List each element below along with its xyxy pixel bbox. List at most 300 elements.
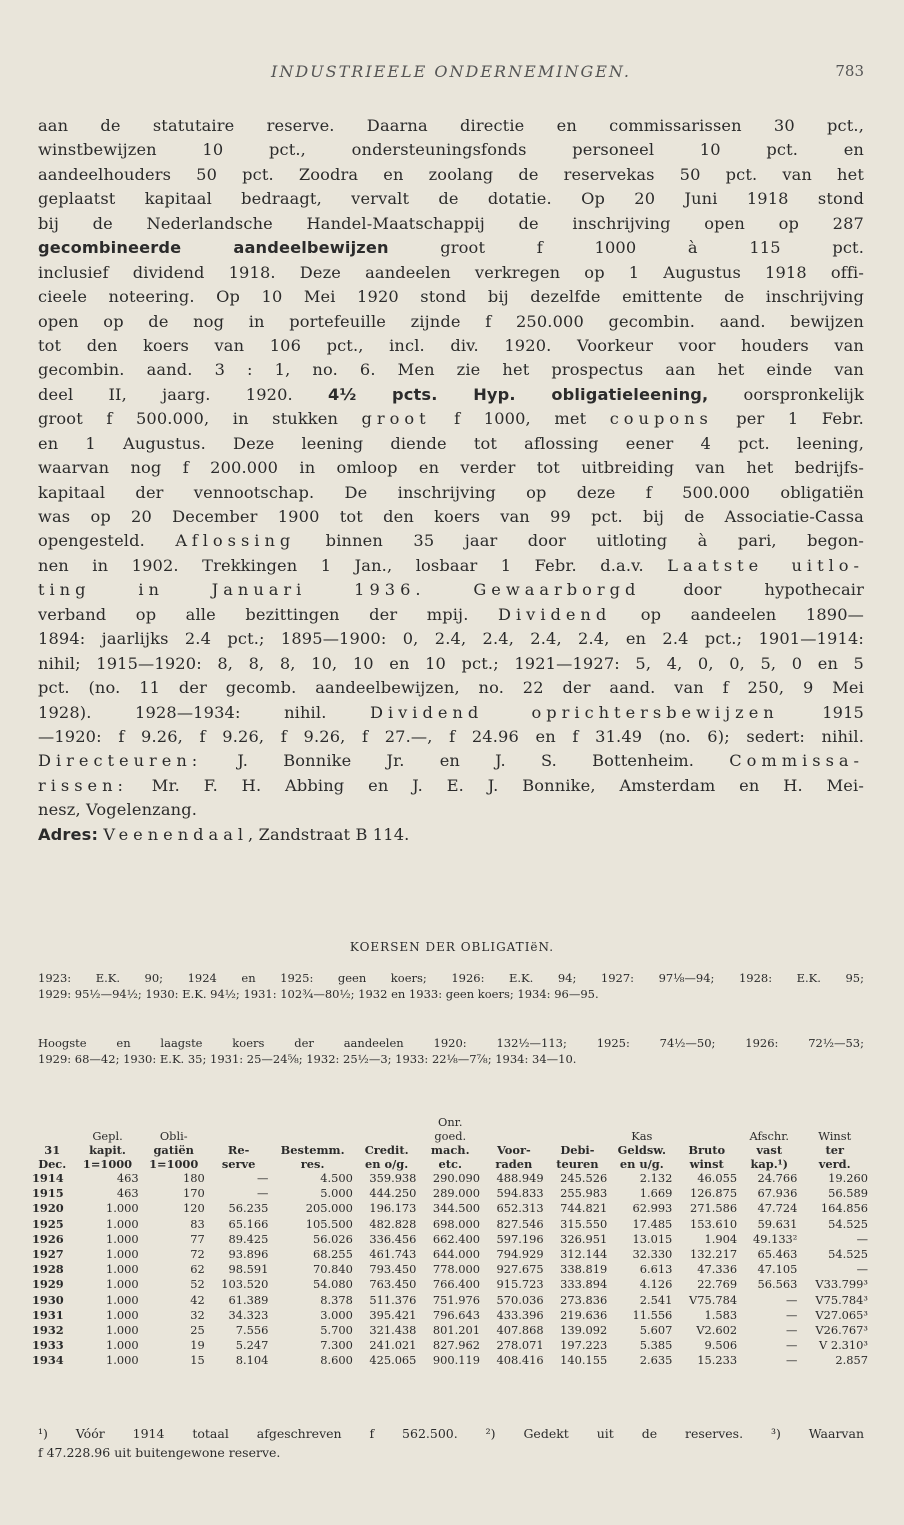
table-row [30, 1201, 870, 1216]
value-cell: 2.132 [639, 1171, 673, 1185]
value-cell: — [786, 1323, 798, 1338]
header-cell: 1=1000 [149, 1157, 199, 1171]
value-cell: 22.769 [697, 1277, 738, 1292]
header-cell: mach. [430, 1143, 470, 1157]
header-cell: 1=1000 [82, 1157, 133, 1171]
value-cell: 3.000 [320, 1307, 353, 1322]
text-line [38, 603, 864, 627]
value-cell: 271.586 [690, 1201, 738, 1216]
text-line [38, 236, 864, 260]
header-cell: Debi- [560, 1143, 595, 1157]
text-segment: winstbewijzen 10 pct., ondersteuningsfonds personeel 10 pct. en [38, 140, 864, 160]
value-cell: 49.133² [752, 1231, 798, 1246]
text-segment: gecombin. aand. 3 : 1, no. 6. Men zie het prospectus aan het einde van [38, 360, 864, 380]
header-cell: Onr. [437, 1115, 463, 1129]
value-cell: 915.723 [496, 1277, 544, 1292]
value-cell: 8.378 [320, 1292, 353, 1307]
text-segment: , Zandstraat B 114. [248, 824, 410, 844]
value-cell: 444.250 [369, 1186, 417, 1201]
value-cell: 778.000 [432, 1262, 481, 1277]
text-segment: op aandeelen 1890— [611, 604, 864, 624]
header-cell [355, 1115, 419, 1129]
value-cell: 488.949 [496, 1171, 544, 1185]
text-segment: f 1000, met [430, 409, 610, 429]
value-cell: 312.144 [560, 1247, 608, 1262]
value-cell: 219.636 [560, 1307, 608, 1322]
value-cell: 164.856 [820, 1201, 868, 1216]
header-cell: 31 [44, 1143, 61, 1157]
value-cell: 62.993 [632, 1201, 673, 1216]
running-title: INDUSTRIEELE ONDERNEMINGEN. [271, 62, 631, 81]
text-line [38, 701, 864, 725]
spaced-term: Laatste uitlo- [667, 555, 864, 575]
value-cell: 461.743 [369, 1247, 417, 1262]
header-cell: Winst [818, 1129, 852, 1143]
value-cell: 54.525 [828, 1216, 868, 1231]
value-cell: 289.000 [432, 1186, 481, 1201]
hoogste-line: Hoogste en laagste koers der aandeelen 1920: 132½—113; 1925: 74½—50; 1926: 72½—53; [38, 1036, 864, 1050]
value-cell: 83 [190, 1216, 205, 1231]
value-cell: 54.525 [828, 1247, 868, 1262]
table-header [30, 1115, 870, 1171]
header-cell: vast [756, 1143, 783, 1157]
header-cell [799, 1115, 870, 1129]
header-cell [207, 1115, 271, 1129]
text-line [38, 432, 864, 456]
text-segment: 1928). 1928—1934: nihil. [38, 702, 370, 722]
value-cell: 241.021 [369, 1338, 417, 1353]
value-cell: 801.201 [432, 1323, 481, 1338]
spaced-term: Veenendaal [103, 824, 249, 844]
year-cell: 1914 [32, 1171, 64, 1185]
value-cell: 1.000 [106, 1323, 139, 1338]
value-cell: 763.450 [369, 1277, 417, 1292]
value-cell: 46.055 [697, 1171, 738, 1185]
value-cell: 19.260 [828, 1171, 868, 1185]
value-cell: 17.485 [632, 1216, 673, 1231]
value-cell: V2.602 [696, 1323, 738, 1338]
text-segment: per 1 Febr. [712, 409, 864, 429]
value-cell: 65.463 [757, 1247, 798, 1262]
value-cell: 196.173 [369, 1201, 417, 1216]
bold-term: Adres: [38, 824, 99, 844]
header-row [30, 1115, 870, 1129]
text-line [38, 749, 864, 773]
value-cell: 56.026 [312, 1231, 353, 1246]
value-cell: 1.000 [106, 1353, 139, 1368]
header-cell: teuren [556, 1157, 599, 1171]
text-segment: tot den koers van 106 pct., incl. div. 1920. Voorkeur voor houders van [38, 335, 864, 355]
value-cell: 1.000 [106, 1277, 139, 1292]
header-cell: Geldsw. [617, 1143, 666, 1157]
value-cell: 597.196 [496, 1231, 544, 1246]
table-row [30, 1338, 870, 1353]
year-cell: 1931 [32, 1307, 64, 1322]
value-cell: 794.929 [496, 1247, 544, 1262]
year-cell: 1925 [32, 1216, 64, 1231]
spaced-term: Aflossing [175, 531, 296, 551]
value-cell: 47.724 [757, 1201, 798, 1216]
text-line [38, 652, 864, 676]
header-cell [74, 1115, 140, 1129]
spaced-term: Dividend [498, 604, 612, 624]
value-cell: 1.669 [639, 1186, 673, 1201]
value-cell: 326.951 [560, 1231, 608, 1246]
text-segment: verband op alle bezittingen der mpij. [38, 604, 499, 624]
header-cell: Bestemm. [280, 1143, 345, 1157]
header-cell: res. [300, 1157, 325, 1171]
table-row [30, 1353, 870, 1368]
value-cell: 594.833 [496, 1186, 544, 1201]
value-cell: 32 [190, 1307, 205, 1322]
year-cell: 1915 [32, 1186, 64, 1201]
value-cell: 338.819 [560, 1262, 608, 1277]
header-cell [270, 1115, 354, 1129]
koersen-line: 1929: 95½—94½; 1930: E.K. 94½; 1931: 102¾—80½; 1932 en 1933: geen koers; 1934: 96—95. [38, 987, 599, 1001]
text-line [38, 481, 864, 505]
header-cell [355, 1129, 419, 1143]
value-cell: 15 [190, 1353, 205, 1368]
koersen-paragraph [38, 970, 864, 1002]
value-cell: 25 [190, 1323, 205, 1338]
value-cell: 61.389 [228, 1292, 269, 1307]
header-cell: Obli- [159, 1129, 188, 1143]
value-cell: 796.643 [432, 1307, 481, 1322]
year-cell: 1928 [32, 1262, 64, 1277]
hoogste-line: 1929: 68—42; 1930: E.K. 35; 1931: 25—24⅝; 1932: 25½—3; 1933: 22⅛—7⅞; 1934: 34—10. [38, 1052, 577, 1066]
value-cell: 1.000 [106, 1338, 139, 1353]
table-row [30, 1323, 870, 1338]
value-cell: 15.233 [697, 1353, 738, 1368]
header-cell: serve [221, 1157, 256, 1171]
table-row [30, 1247, 870, 1262]
header-cell: en o/g. [365, 1157, 409, 1171]
value-cell: 1.000 [106, 1247, 139, 1262]
value-cell: 153.610 [690, 1216, 738, 1231]
value-cell: 170 [183, 1186, 205, 1201]
value-cell: 827.962 [432, 1338, 481, 1353]
header-cell [609, 1115, 674, 1129]
value-cell: 255.983 [560, 1186, 608, 1201]
value-cell: 1.000 [106, 1292, 139, 1307]
header-cell: Voor- [496, 1143, 531, 1157]
value-cell: 2.541 [639, 1292, 673, 1307]
value-cell: 56.235 [228, 1201, 269, 1216]
value-cell: 463 [116, 1186, 139, 1201]
year-cell: 1926 [32, 1231, 64, 1246]
text-line [38, 578, 864, 602]
value-cell: — [786, 1292, 798, 1307]
value-cell: 5.700 [320, 1323, 353, 1338]
text-line [38, 505, 864, 529]
value-cell: 344.500 [432, 1201, 481, 1216]
header-cell: kapit. [89, 1143, 126, 1157]
text-line [38, 187, 864, 211]
value-cell: 827.546 [496, 1216, 544, 1231]
value-cell: 52 [190, 1277, 205, 1292]
text-line [38, 114, 864, 138]
header-cell: Gepl. [92, 1129, 123, 1143]
value-cell: 6.613 [639, 1262, 673, 1277]
text-segment: binnen 35 jaar door uitloting à pari, begon- [295, 531, 864, 551]
value-cell: 245.526 [560, 1171, 608, 1185]
header-cell [482, 1115, 546, 1129]
value-cell: 11.556 [632, 1307, 673, 1322]
table-row [30, 1308, 870, 1323]
value-cell: 336.456 [369, 1231, 417, 1246]
header-row [30, 1129, 870, 1143]
table-row [30, 1293, 870, 1308]
text-line [38, 627, 864, 651]
value-cell: 197.223 [560, 1338, 608, 1353]
value-cell: 5.247 [235, 1338, 269, 1353]
value-cell: V75.784 [689, 1292, 738, 1307]
year-cell: 1933 [32, 1338, 64, 1353]
text-segment: 1915 [778, 702, 864, 722]
value-cell: 408.416 [496, 1353, 544, 1368]
text-segment: aandeelhouders 50 pct. Zoodra en zoolang de reservekas 50 pct. van het [38, 164, 864, 184]
text-segment: bij de Nederlandsche Handel-Maatschappij de inschrijving open op 287 [38, 213, 864, 233]
header-cell: kap.¹) [750, 1157, 789, 1171]
value-cell: 8.600 [320, 1353, 353, 1368]
text-segment: groot f 1000 à 115 pct. [388, 238, 864, 258]
value-cell: 1.000 [106, 1216, 139, 1231]
year-cell: 1929 [32, 1277, 64, 1292]
header-row [30, 1143, 870, 1157]
header-cell: Bruto [688, 1143, 726, 1157]
text-segment: kapitaal der vennootschap. De inschrijving op deze f 500.000 obligatiën [38, 482, 864, 502]
header-cell: raden [495, 1157, 533, 1171]
value-cell: 433.396 [496, 1307, 544, 1322]
value-cell: 4.126 [639, 1277, 673, 1292]
value-cell: 9.506 [704, 1338, 738, 1353]
value-cell: 511.376 [369, 1292, 417, 1307]
value-cell: 482.828 [369, 1216, 417, 1231]
header-cell [546, 1129, 610, 1143]
value-cell: 7.556 [235, 1323, 269, 1338]
header-cell: en u/g. [619, 1157, 664, 1171]
value-cell: 2.635 [639, 1353, 673, 1368]
value-cell: 1.904 [704, 1231, 738, 1246]
header-cell [141, 1115, 207, 1129]
header-cell [207, 1129, 271, 1143]
text-segment: nesz, Vogelenzang. [38, 800, 198, 820]
value-cell: 321.438 [369, 1323, 417, 1338]
value-cell: 927.675 [496, 1262, 544, 1277]
value-cell: 103.520 [221, 1277, 269, 1292]
bold-term: 4½ pcts. Hyp. obligatieleening, [328, 384, 709, 404]
value-cell: 698.000 [432, 1216, 481, 1231]
text-line [38, 823, 864, 847]
value-cell: 105.500 [305, 1216, 353, 1231]
text-line [38, 383, 864, 407]
value-cell: 315.550 [560, 1216, 608, 1231]
header-cell: winst [689, 1157, 724, 1171]
spaced-term: Directeuren: [38, 751, 203, 771]
header-cell: Afschr. [749, 1129, 790, 1143]
value-cell: 1.583 [704, 1307, 738, 1322]
value-cell: 290.090 [432, 1171, 481, 1185]
spaced-term: Dividend oprichtersbewijzen [370, 702, 779, 722]
value-cell: 98.591 [228, 1262, 269, 1277]
value-cell: 32.330 [632, 1247, 673, 1262]
table-row [30, 1217, 870, 1232]
value-cell: V26.767³ [815, 1323, 868, 1338]
value-cell: 1.000 [106, 1262, 139, 1277]
value-cell: 2.857 [835, 1353, 868, 1368]
text-line [38, 676, 864, 700]
page-number: 783 [835, 62, 864, 80]
table-row [30, 1277, 870, 1292]
value-cell: 278.071 [496, 1338, 544, 1353]
bold-term: gecombineerde aandeelbewijzen [38, 238, 389, 258]
spaced-term: coupons [609, 409, 713, 429]
text-segment: groot f 500.000, in stukken [38, 409, 362, 429]
value-cell: 359.938 [369, 1171, 417, 1185]
value-cell: 900.119 [432, 1353, 481, 1368]
body-text [38, 114, 864, 847]
value-cell: 744.821 [560, 1201, 608, 1216]
text-segment: open op de nog in portefeuille zijnde f 250.000 gecombin. aand. bewijzen [38, 311, 864, 331]
value-cell: 463 [116, 1171, 139, 1185]
value-cell: 793.450 [369, 1262, 417, 1277]
value-cell: 395.421 [369, 1307, 417, 1322]
value-cell: 47.105 [757, 1262, 798, 1277]
text-segment: inclusief dividend 1918. Deze aandeelen verkregen op 1 Augustus 1918 offi- [38, 262, 864, 282]
header-cell: Credit. [364, 1143, 409, 1157]
value-cell: 72 [190, 1247, 205, 1262]
text-line [38, 554, 864, 578]
value-cell: 273.836 [560, 1292, 608, 1307]
value-cell: — [786, 1307, 798, 1322]
year-cell: 1934 [32, 1353, 64, 1368]
header-cell [270, 1129, 354, 1143]
text-segment: geplaatst kapitaal bedraagt, vervalt de dotatie. Op 20 Juni 1918 stond [38, 189, 864, 209]
text-segment: cieele noteering. Op 10 Mei 1920 stond bij dezelfde emittente de inschrijving [38, 287, 864, 307]
header-cell [482, 1129, 546, 1143]
table-row [30, 1171, 870, 1186]
value-cell: 62 [190, 1262, 205, 1277]
value-cell: 652.313 [496, 1201, 544, 1216]
header-cell [30, 1129, 74, 1143]
text-segment: —1920: f 9.26, f 9.26, f 9.26, f 27.—, f 24.96 en f 31.49 (no. 6); sedert: nihil. [38, 726, 864, 746]
value-cell: 56.589 [828, 1186, 868, 1201]
value-cell: 8.104 [235, 1353, 269, 1368]
header-cell [739, 1115, 799, 1129]
table-row [30, 1232, 870, 1247]
text-segment: 1894: jaarlijks 2.4 pct.; 1895—1900: 0, 2.4, 2.4, 2.4, 2.4, en 2.4 pct.; 1901—1914: [38, 629, 864, 649]
header-row [30, 1157, 870, 1171]
text-line [38, 334, 864, 358]
value-cell: 13.015 [632, 1231, 673, 1246]
value-cell: 4.500 [320, 1171, 353, 1185]
header-cell [30, 1115, 74, 1129]
value-cell: — [786, 1353, 798, 1368]
table-row [30, 1262, 870, 1277]
value-cell: 1.000 [106, 1231, 139, 1246]
koersen-heading: KOERSEN DER OBLIGATIëN. [349, 940, 555, 954]
value-cell: 24.766 [757, 1171, 798, 1185]
text-line [38, 456, 864, 480]
value-cell: 662.400 [432, 1231, 481, 1246]
value-cell: 205.000 [305, 1201, 353, 1216]
year-cell: 1930 [32, 1292, 64, 1307]
value-cell: 42 [190, 1292, 205, 1307]
header-cell: etc. [438, 1157, 462, 1171]
hoogste-paragraph [38, 1035, 864, 1067]
text-segment: nihil; 1915—1920: 8, 8, 8, 10, 10 en 10 pct.; 1921—1927: 5, 4, 0, 0, 5, 0 en 5 [38, 653, 864, 673]
header-cell: Kas [631, 1129, 653, 1143]
year-cell: 1927 [32, 1247, 64, 1262]
value-cell: 93.896 [228, 1247, 269, 1262]
header-cell: Re- [227, 1143, 250, 1157]
text-line [38, 358, 864, 382]
value-cell: 77 [190, 1231, 205, 1246]
text-segment: aan de statutaire reserve. Daarna directie en commissarissen 30 pct., [38, 116, 864, 135]
text-segment: door hypothecair [640, 580, 864, 600]
text-segment: pct. (no. 11 der gecomb. aandeelbewijzen, no. 22 der aand. van f 250, 9 Mei [38, 678, 864, 698]
text-line [38, 285, 864, 309]
text-line [38, 407, 864, 431]
header-cell: goed. [434, 1129, 467, 1143]
text-line [38, 310, 864, 334]
header-cell [674, 1129, 739, 1143]
value-cell: 56.563 [757, 1277, 798, 1292]
text-line [38, 798, 864, 822]
year-cell: 1920 [32, 1201, 64, 1216]
value-cell: 68.255 [312, 1247, 353, 1262]
value-cell: 333.894 [560, 1277, 608, 1292]
value-cell: 7.300 [320, 1338, 353, 1353]
value-cell: V 2.310³ [818, 1338, 868, 1353]
value-cell: 34.323 [228, 1307, 269, 1322]
value-cell: 425.065 [369, 1353, 417, 1368]
text-line [38, 212, 864, 236]
value-cell: 65.166 [228, 1216, 269, 1231]
financial-table [30, 1115, 870, 1369]
header-cell: Dec. [38, 1157, 67, 1171]
koersen-line: 1923: E.K. 90; 1924 en 1925: geen koers; 1926: E.K. 94; 1927: 97⅛—94; 1928: E.K. 95; [38, 971, 864, 985]
value-cell: 139.092 [560, 1323, 608, 1338]
value-cell: 132.217 [690, 1247, 738, 1262]
text-line [38, 774, 864, 798]
header-cell [546, 1115, 610, 1129]
text-line [38, 163, 864, 187]
year-cell: 1932 [32, 1323, 64, 1338]
value-cell: 5.607 [639, 1323, 673, 1338]
text-segment: Mr. F. H. Abbing en J. E. J. Bonnike, Amsterdam en H. Mei- [128, 775, 864, 795]
text-line [38, 529, 864, 553]
value-cell: V33.799³ [815, 1277, 868, 1292]
spaced-term: groot [361, 409, 431, 429]
value-cell: 751.976 [432, 1292, 481, 1307]
text-segment: en 1 Augustus. Deze leening diende tot aflossing eener 4 pct. leening, [38, 433, 864, 453]
header-cell: gatiën [153, 1143, 194, 1157]
value-cell: V75.784³ [815, 1292, 868, 1307]
value-cell: 570.036 [496, 1292, 544, 1307]
value-cell: — [257, 1186, 269, 1201]
value-cell: 47.336 [697, 1262, 738, 1277]
value-cell: 59.631 [757, 1216, 798, 1231]
spaced-term: ting in Januari 1936. Gewaarborgd [38, 580, 641, 600]
value-cell: 67.936 [757, 1186, 798, 1201]
table-body [30, 1171, 870, 1369]
value-cell: 19 [190, 1338, 205, 1353]
text-line [38, 261, 864, 285]
value-cell: — [856, 1262, 868, 1277]
value-cell: 766.400 [432, 1277, 481, 1292]
header-cell: verd. [818, 1157, 851, 1171]
